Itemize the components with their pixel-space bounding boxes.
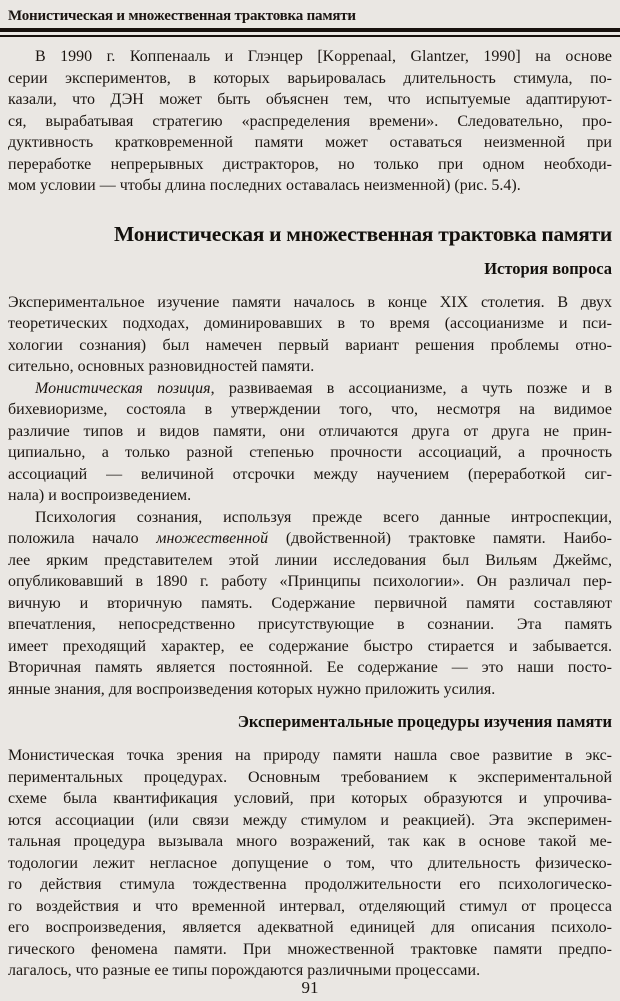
subsection-title: История вопроса — [484, 258, 612, 278]
text-line: тодологии лежит негласное допущение о том, что длительность физическо- — [8, 854, 612, 872]
text-line: переработке непрерывных дистракторов, но только при одном необходи- — [8, 155, 612, 173]
text-line: янные знания, для воспроизведения которых нужно приложить усилия. — [8, 680, 496, 698]
text-line: его воспроизведения, является адекватной единицей для описания психоло- — [8, 919, 612, 936]
text-line: Психология сознания, используя прежде всего данные интроспекции, — [35, 508, 612, 526]
text-line: опубликовавший в 1890 г. работу «Принципы психологии». Он различал пер- — [8, 573, 612, 590]
text-line: казали, что ДЭН может быть объяснен тем, что испытуемые адаптируют- — [8, 91, 612, 108]
text-line: положила начало множественной (двойственной) трактовке памяти. Наибо- — [8, 530, 613, 547]
page-content — [8, 46, 612, 982]
text-line: дуктивность кратковременной памяти может оставаться неизменной при — [8, 134, 612, 151]
section-title: Монистическая и множественная трактовка памяти — [113, 221, 612, 246]
header-rule-thin — [0, 35, 620, 37]
page-number: 91 — [301, 978, 319, 997]
text-line: схеме была квантификация условий, при которых образуются и упрочива- — [8, 790, 612, 807]
text-line: тальная процедура вызывала много возражений, так как в основе такой ме- — [8, 833, 612, 850]
paragraph — [8, 292, 612, 378]
text-line: хологии сознания) был намечен первый вариант решения проблемы отно- — [8, 336, 612, 354]
paragraph — [8, 378, 612, 507]
text-line: имеет преходящий характер, ее содержание быстро стирается и забывается. — [8, 637, 612, 655]
text-line: Вторичная память является постоянной. Ее содержание — это наши посто- — [8, 659, 612, 676]
subsection-title: Экспериментальные процедуры изучения памяти — [237, 712, 612, 731]
text-line: го воздействия и что временной интервал, отделяющий стимул от процесса — [8, 897, 612, 915]
text-line: Экспериментальное изучение памяти началось в конце XIX столетия. В двух — [8, 293, 612, 311]
text-line: ципиально, а только разной степенью прочности ассоциаций, а прочность — [8, 444, 612, 461]
text-line: Монистическая позиция, развиваемая в ассоцианизме, а чуть позже и в — [35, 379, 613, 397]
text-line: теоретических подходах, доминировавших в то время (ассоцианизме и пси- — [8, 315, 612, 332]
text-line: бихевиоризме, состояла в утверждении того, что, несмотря на видимое — [8, 401, 612, 418]
text-line: ассоциаций — величиной отсрочки между научением (переработкой сиг- — [8, 465, 612, 483]
text-line: мом условии — чтобы длина последних оставалась неизменной) (рис. 5.4). — [8, 177, 521, 194]
text-line: ются ассоциации (или связи между стимулом и реакцией). Эта эксперимен- — [8, 811, 612, 829]
text-line: лагалось, что разные ее типы порождаются различными процессами. — [8, 962, 481, 979]
paragraph — [8, 507, 612, 701]
text-line: вичную и вторичную память. Содержание первичной памяти составляют — [8, 594, 612, 612]
text-line: В 1990 г. Коппенааль и Глэнцер [Koppenaal, Glantzer, 1990] на основе — [35, 48, 612, 65]
text-line: сительно, основных разновидностей памяти. — [8, 358, 315, 375]
text-line: нала) и воспроизведением. — [8, 487, 192, 504]
text-line: периментальных процедурах. Основным требованием к экспериментальной — [8, 768, 612, 786]
paragraph — [8, 46, 612, 197]
text-line: лее ярким представителем этой линии исследования был Вильям Джеймс, — [8, 551, 612, 569]
text-line: ся, вырабатывая стратегию «распределения времени». Следовательно, про- — [8, 112, 612, 130]
header-rule-thick — [0, 28, 620, 32]
running-head: Монистическая и множественная трактовка памяти — [8, 8, 356, 24]
paragraph — [8, 745, 612, 982]
text-line: серии экспериментов, в которых варьировалась длительность стимула, по- — [8, 69, 612, 87]
text-line: впечатления, непосредственно присутствующие в сознании. Эта память — [8, 616, 612, 633]
text-line: гического феномена памяти. При множественной трактовке памяти предпо- — [8, 940, 612, 958]
text-line: го действия стимула тождественна продолжительности его психологическо- — [8, 876, 612, 893]
text-line: различие типов и видов памяти, они отличаются друга от друга не прин- — [8, 422, 612, 440]
text-line: Монистическая точка зрения на природу памяти нашла свое развитие в экс- — [8, 747, 612, 764]
